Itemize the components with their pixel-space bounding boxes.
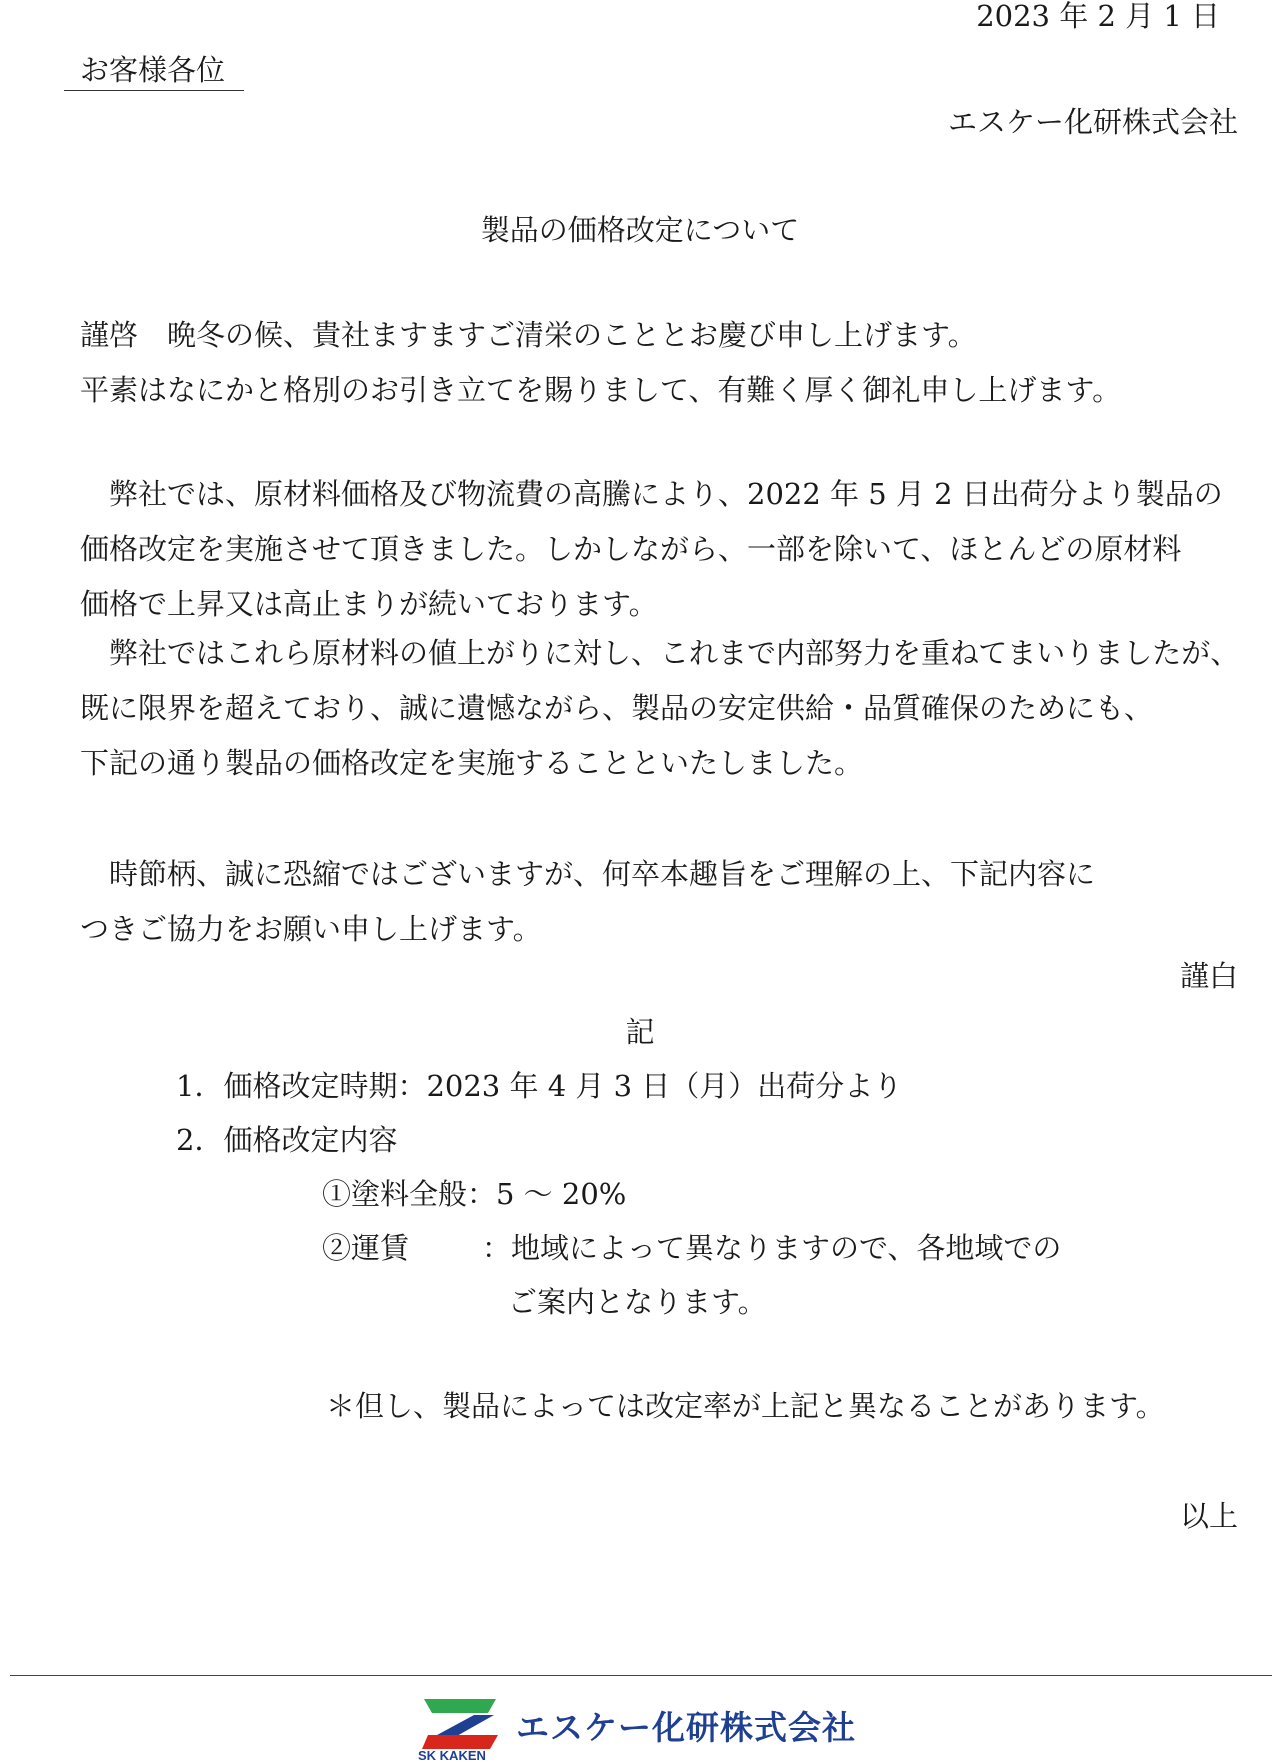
reason-paragraph <box>80 626 1239 791</box>
recipient-underline <box>64 90 244 91</box>
recipient: お客様各位 <box>80 53 226 87</box>
freight-item <box>322 1226 1061 1267</box>
text-line: つきご協力をお願い申し上げます。 <box>80 912 542 946</box>
request-paragraph <box>80 847 1095 957</box>
greeting-paragraph <box>80 308 1121 418</box>
logo-subtext: SK KAKEN <box>418 1748 486 1763</box>
paint-rate-item: ①塗料全般：5 〜 20% <box>322 1177 627 1211</box>
text-line: 謹啓 晩冬の候、貴社ますますご清栄のこととお慶び申し上げます。 <box>80 318 977 352</box>
text-line: 弊社ではこれら原材料の値上がりに対し、これまで内部努力を重ねてまいりましたが、 <box>80 636 1240 670</box>
footnote: ＊但し、製品によっては改定率が上記と異なることがあります。 <box>326 1389 1165 1423</box>
document-title: 製品の価格改定について <box>480 213 800 247</box>
sk-kaken-logo-icon <box>418 1695 502 1753</box>
text-line: 時節柄、誠に恐縮ではございますが、何卒本趣旨をご理解の上、下記内容に <box>80 857 1096 891</box>
footer-divider <box>10 1675 1272 1676</box>
details-heading: 記 <box>625 1015 655 1049</box>
text-line: 既に限界を超えており、誠に遺憾ながら、製品の安定供給・品質確保のためにも、 <box>80 691 1154 725</box>
text-line: 下記の通り製品の価格改定を実施することといたしました。 <box>80 746 864 780</box>
closing-ijou: 以上 <box>1179 1499 1238 1533</box>
closing-kinpaku: 謹白 <box>1179 959 1238 993</box>
text-line: 平素はなにかと格別のお引き立てを賜りまして、有難く厚く御礼申し上げます。 <box>80 373 1122 407</box>
sender-company: エスケー化研株式会社 <box>947 105 1238 139</box>
text-line: 弊社では、原材料価格及び物流費の高騰により、2022 年 5 月 2 日出荷分より製品の <box>80 477 1223 511</box>
footer-company-name: エスケー化研株式会社 <box>516 1709 856 1746</box>
text-line: 価格改定を実施させて頂きました。しかしながら、一部を除いて、ほとんどの原材料 <box>80 532 1182 566</box>
text-line: 価格で上昇又は高止まりが続いております。 <box>80 587 658 621</box>
freight-label: ②運賃 <box>322 1231 410 1265</box>
freight-value: ：地域によって異なりますので、各地域での <box>482 1231 1062 1265</box>
background-paragraph <box>80 467 1223 632</box>
freight-value-continued: ご案内となります。 <box>508 1285 767 1319</box>
document-date: 2023 年 2 月 1 日 <box>976 0 1220 33</box>
revision-date-item: 1．価格改定時期：2023 年 4 月 3 日（月）出荷分より <box>176 1069 903 1103</box>
revision-content-item: 2．価格改定内容 <box>176 1123 398 1157</box>
